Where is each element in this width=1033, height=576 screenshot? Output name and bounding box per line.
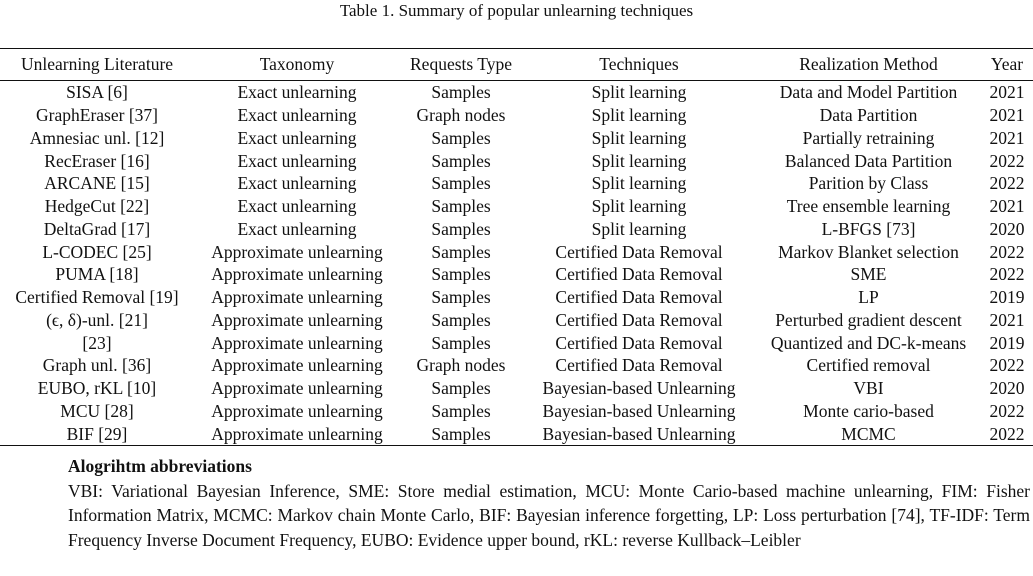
cell-technique: Certified Data Removal: [555, 332, 723, 353]
cell-year: 2022: [989, 423, 1025, 444]
cell-year: 2021: [989, 309, 1025, 330]
cell-year: 2022: [989, 241, 1025, 262]
cell-year: 2022: [989, 264, 1025, 285]
cell-literature: ARCANE [15]: [44, 173, 150, 194]
table-row: [0, 263, 1033, 286]
cell-realization-method: L-BFGS [73]: [821, 218, 916, 239]
table-row: [0, 172, 1033, 195]
table-row: [0, 195, 1033, 218]
cell-technique: Split learning: [591, 82, 687, 103]
cell-literature: HedgeCut [22]: [44, 196, 150, 217]
cell-requests-type: Samples: [431, 423, 491, 444]
table-caption: Table 1. Summary of popular unlearning techniques: [339, 1, 694, 20]
cell-requests-type: Samples: [431, 196, 491, 217]
cell-literature: L-CODEC [25]: [42, 241, 152, 262]
cell-realization-method: Data and Model Partition: [779, 82, 958, 103]
cell-requests-type: Samples: [431, 218, 491, 239]
cell-taxonomy: Exact unlearning: [237, 173, 357, 194]
cell-technique: Bayesian-based Unlearning: [542, 423, 736, 444]
cell-requests-type: Samples: [431, 400, 491, 421]
cell-year: 2020: [989, 218, 1025, 239]
table-header-row: [0, 49, 1033, 81]
cell-literature: DeltaGrad [17]: [43, 218, 151, 239]
cell-requests-type: Samples: [431, 264, 491, 285]
cell-literature: BIF [29]: [66, 423, 128, 444]
cell-taxonomy: Approximate unlearning: [211, 355, 383, 376]
cell-requests-type: Graph nodes: [416, 105, 506, 126]
cell-realization-method: Tree ensemble learning: [786, 196, 951, 217]
table-row: [0, 400, 1033, 423]
cell-technique: Split learning: [591, 196, 687, 217]
cell-realization-method: Balanced Data Partition: [784, 150, 953, 171]
table-row: [0, 104, 1033, 127]
cell-literature: Graph unl. [36]: [42, 355, 152, 376]
cell-realization-method: Parition by Class: [808, 173, 929, 194]
cell-technique: Certified Data Removal: [555, 264, 723, 285]
table-row: [0, 149, 1033, 172]
table-row: [0, 286, 1033, 309]
table-row: [0, 127, 1033, 150]
header-unlearning-literature: Unlearning Literature: [20, 54, 174, 74]
cell-realization-method: Partially retraining: [802, 127, 935, 148]
header-year: Year: [990, 54, 1024, 74]
cell-requests-type: Samples: [431, 378, 491, 399]
cell-technique: Bayesian-based Unlearning: [542, 400, 736, 421]
table-body: [0, 81, 1033, 446]
cell-taxonomy: Exact unlearning: [237, 82, 357, 103]
cell-literature: EUBO, rKL [10]: [37, 378, 157, 399]
cell-technique: Bayesian-based Unlearning: [542, 378, 736, 399]
cell-taxonomy: Approximate unlearning: [211, 264, 383, 285]
cell-year: 2021: [989, 105, 1025, 126]
cell-realization-method: LP: [858, 287, 879, 308]
cell-technique: Split learning: [591, 173, 687, 194]
cell-technique: Split learning: [591, 218, 687, 239]
cell-realization-method: Certified removal: [806, 355, 931, 376]
cell-taxonomy: Approximate unlearning: [211, 332, 383, 353]
header-taxonomy: Taxonomy: [259, 54, 335, 74]
cell-technique: Certified Data Removal: [555, 287, 723, 308]
cell-requests-type: Samples: [431, 241, 491, 262]
cell-requests-type: Samples: [431, 332, 491, 353]
cell-year: 2022: [989, 150, 1025, 171]
cell-literature: GraphEraser [37]: [36, 105, 158, 126]
table-row: [0, 331, 1033, 354]
cell-technique: Certified Data Removal: [555, 241, 723, 262]
cell-taxonomy: Approximate unlearning: [211, 378, 383, 399]
cell-year: 2021: [989, 82, 1025, 103]
cell-realization-method: Monte cario-based: [803, 400, 934, 421]
cell-requests-type: Samples: [431, 127, 491, 148]
cell-taxonomy: Exact unlearning: [237, 127, 357, 148]
abbreviations-section: [68, 454, 1030, 552]
cell-literature: Amnesiac unl. [12]: [29, 127, 165, 148]
table-row: [0, 309, 1033, 332]
cell-year: 2019: [989, 332, 1025, 353]
cell-requests-type: Graph nodes: [416, 355, 506, 376]
cell-technique: Split learning: [591, 105, 687, 126]
cell-literature: Certified Removal [19]: [15, 287, 179, 308]
cell-literature: RecEraser [16]: [44, 150, 150, 171]
cell-year: 2022: [989, 400, 1025, 421]
table-row: [0, 354, 1033, 377]
cell-realization-method: VBI: [853, 378, 884, 399]
cell-realization-method: Quantized and DC-k-means: [770, 332, 967, 353]
cell-literature: PUMA [18]: [55, 264, 139, 285]
cell-realization-method: MCMC: [841, 423, 896, 444]
cell-realization-method: Perturbed gradient descent: [775, 309, 962, 330]
abbreviations-text: VBI: Variational Bayesian Inference, SME: Store medial estimation, MCU: Monte Cario-based machine unlearning, FIM: Fisher Information Matrix, MCMC: Markov chain Monte Carlo, BIF: Bayesian inference forgetting, LP: Loss perturbation [74], TF-IDF: Term Frequency Inverse Document Frequency, EUBO: Evidence upper bound, rKL: reverse Kullback–Leibler: [68, 480, 1030, 550]
cell-taxonomy: Exact unlearning: [237, 218, 357, 239]
table-row: [0, 377, 1033, 400]
cell-year: 2019: [989, 287, 1025, 308]
cell-requests-type: Samples: [431, 309, 491, 330]
cell-taxonomy: Approximate unlearning: [211, 423, 383, 444]
abbreviations-title: Alogrihtm abbreviations: [68, 456, 252, 476]
cell-literature: SISA [6]: [66, 82, 128, 103]
cell-technique: Certified Data Removal: [555, 355, 723, 376]
header-requests-type: Requests Type: [410, 54, 512, 74]
cell-taxonomy: Exact unlearning: [237, 105, 357, 126]
table-container: [0, 48, 1033, 446]
cell-literature: (ϵ, δ)-unl. [21]: [46, 309, 148, 330]
unlearning-techniques-table: [0, 48, 1033, 446]
cell-taxonomy: Approximate unlearning: [211, 241, 383, 262]
table-row: [0, 218, 1033, 241]
cell-year: 2020: [989, 378, 1025, 399]
cell-taxonomy: Exact unlearning: [237, 150, 357, 171]
cell-taxonomy: Approximate unlearning: [211, 400, 383, 421]
cell-year: 2022: [989, 173, 1025, 194]
cell-realization-method: Data Partition: [819, 105, 918, 126]
cell-technique: Certified Data Removal: [555, 309, 723, 330]
header-techniques: Techniques: [599, 54, 679, 74]
cell-technique: Split learning: [591, 150, 687, 171]
cell-year: 2021: [989, 127, 1025, 148]
cell-requests-type: Samples: [431, 82, 491, 103]
table-row: [0, 422, 1033, 445]
cell-year: 2021: [989, 196, 1025, 217]
cell-taxonomy: Exact unlearning: [237, 196, 357, 217]
cell-realization-method: Markov Blanket selection: [778, 241, 959, 262]
cell-year: 2022: [989, 355, 1025, 376]
cell-literature: MCU [28]: [60, 400, 134, 421]
cell-literature: [23]: [82, 332, 112, 353]
header-realization-method: Realization Method: [799, 54, 938, 74]
table-row: [0, 81, 1033, 104]
cell-requests-type: Samples: [431, 287, 491, 308]
cell-realization-method: SME: [850, 264, 887, 285]
cell-requests-type: Samples: [431, 150, 491, 171]
cell-taxonomy: Approximate unlearning: [211, 309, 383, 330]
cell-technique: Split learning: [591, 127, 687, 148]
table-row: [0, 240, 1033, 263]
cell-taxonomy: Approximate unlearning: [211, 287, 383, 308]
cell-requests-type: Samples: [431, 173, 491, 194]
